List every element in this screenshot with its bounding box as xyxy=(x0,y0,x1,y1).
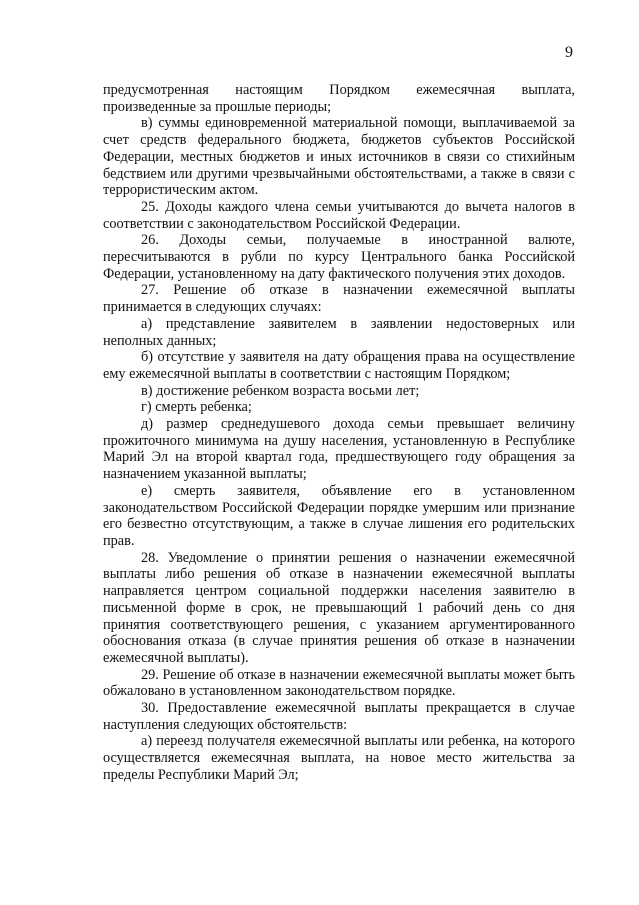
paragraph-25: 25. Доходы каждого члена семьи учитываются до вычета налогов в соответствии с законодательством Российской Федерации. xyxy=(103,198,575,232)
paragraph-30: 30. Предоставление ежемесячной выплаты прекращается в случае наступления следующих обстоятельств: xyxy=(103,700,575,733)
paragraph-30-a: а) переезд получателя ежемесячной выплаты или ребенка, на которого осуществляется ежемесячная выплата, на новое место жительства за пределы Республики Марий Эл; xyxy=(103,733,575,783)
paragraph-27-b: б) отсутствие у заявителя на дату обращения права на осуществление ему ежемесячной выплаты в соответствии с настоящим Порядком; xyxy=(103,349,575,382)
page-number: 9 xyxy=(565,44,573,61)
paragraph-29: 29. Решение об отказе в назначении ежемесячной выплаты может быть обжаловано в установленном законодательством порядке. xyxy=(103,666,575,700)
paragraph-27-d: д) размер среднедушевого дохода семьи превышает величину прожиточного минимума на душу населения, установленную в Республике Марий Эл на второй квартал года, предшествующего году обращения за назначением указанной выплаты; xyxy=(103,416,575,483)
paragraph-27: 27. Решение об отказе в назначении ежемесячной выплаты принимается в следующих случаях: xyxy=(103,282,575,316)
paragraph-28: 28. Уведомление о принятии решения о назначении ежемесячной выплаты либо решения об отказе в назначении ежемесячной выплаты направляется центром социальной поддержки населения заявителю в письменной форме в срок, не превышающий 1 рабочий день со дня принятия соответствующего решения, с указанием аргументированного обоснования отказа (в случае принятия решения об отказе в назначении ежемесячной выплаты). xyxy=(103,549,575,666)
paragraph-27-v: в) достижение ребенком возраста восьми лет; xyxy=(141,382,420,399)
paragraph-27-a: а) представление заявителем в заявлении недостоверных или неполных данных; xyxy=(103,315,575,349)
paragraph-item-v: в) суммы единовременной материальной помощи, выплачиваемой за счет средств федерального бюджета, бюджетов субъектов Российской Федерации, местных бюджетов и иных источников в связи со стихийным бедствием или другими чрезвычайными обстоятельствами, а также в связи с террористическим актом. xyxy=(103,115,575,199)
document-body xyxy=(103,82,575,784)
paragraph-27-e: е) смерть заявителя, объявление его в установленном законодательством Российской Федерации порядке умершим или признание его безвестно отсутствующим, а также в случае лишения его родительских прав. xyxy=(103,482,575,549)
paragraph-26: 26. Доходы семьи, получаемые в иностранной валюте, пересчитываются в рубли по курсу Центрального банка Российской Федерации, установленному на дату фактического получения этих доходов. xyxy=(103,232,575,282)
paragraph-27-g: г) смерть ребенка; xyxy=(141,399,252,416)
paragraph-continuation: предусмотренная настоящим Порядком ежемесячная выплата, произведенные за прошлые периоды; xyxy=(103,82,575,115)
